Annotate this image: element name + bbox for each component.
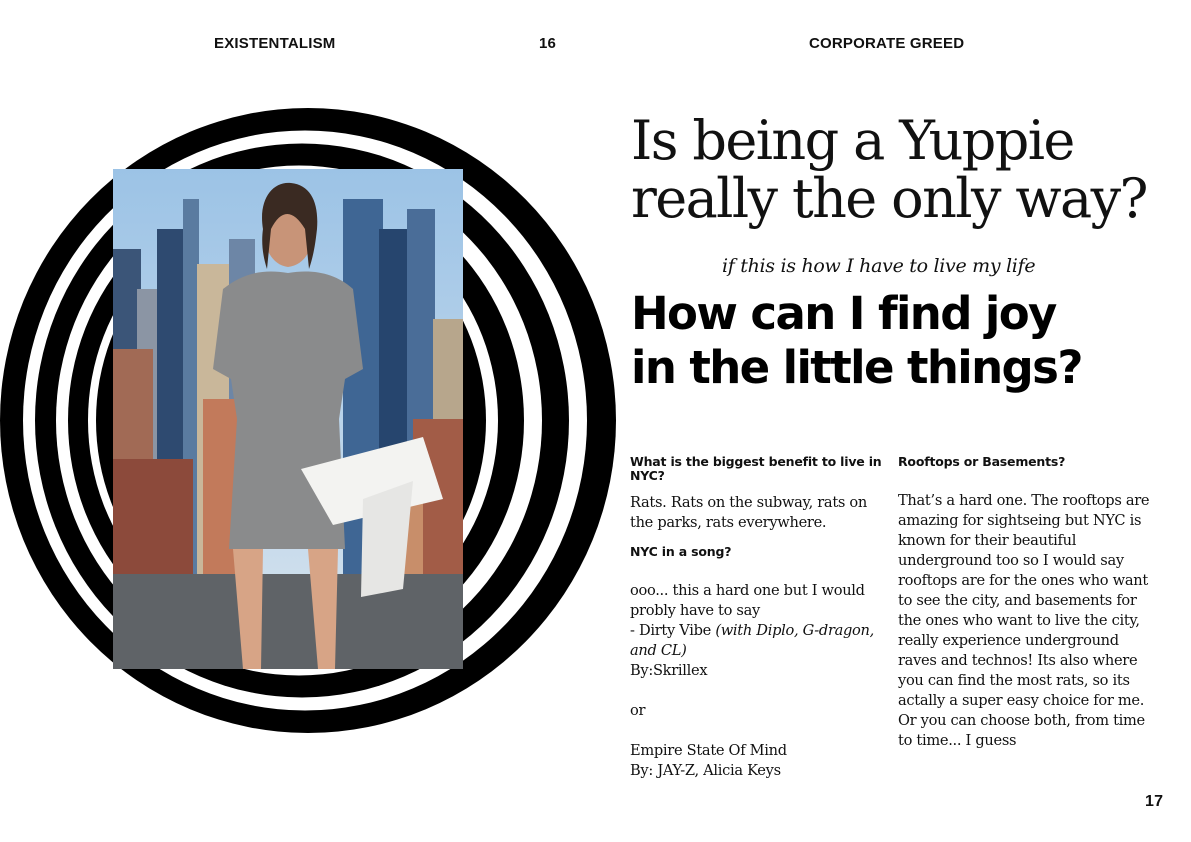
right-running-header: CORPORATE GREED xyxy=(809,35,965,52)
question-3: Rooftops or Basements? xyxy=(898,454,1066,469)
question-2: NYC in a song? xyxy=(630,544,732,559)
song-1-title: - Dirty Vibe xyxy=(630,622,711,639)
answer-3: That’s a hard one. The rooftops are amazing for sightseing but NYC is known for their beautiful underground too so I would say rooftops are for the ones who want to see the city, and basements for the ones who want to live the city, really experience underground raves and technos! Its also where you can find the most rats, so its actally a super easy choice for me. Or you can choose both, from time to time... I guess xyxy=(898,492,1150,749)
answer-2-song-1 xyxy=(630,621,892,661)
answer-1: Rats. Rats on the subway, rats on the parks, rats everywhere. xyxy=(630,494,867,531)
headline-line-2: really the only way? xyxy=(631,167,1147,230)
answer-2-intro: ooo... this a hard one but I would probly have to say xyxy=(630,582,865,619)
left-running-header: EXISTENTALISM xyxy=(214,35,336,52)
subheadline-line-2: in the little things? xyxy=(631,341,1082,394)
answer-2-song-2-artist: By: JAY-Z, Alicia Keys xyxy=(630,762,781,779)
question-1: What is the biggest benefit to live in NYC? xyxy=(630,454,882,483)
interview-column-right xyxy=(898,455,1160,751)
left-page-number: 16 xyxy=(539,35,557,52)
song-1-featuring: (with Diplo, G-dragon, and CL) xyxy=(630,622,874,659)
interview-column-left xyxy=(630,455,892,781)
subheadline-line-1: How can I find joy xyxy=(631,287,1056,340)
subheadline xyxy=(631,287,1171,395)
right-page-number: 17 xyxy=(1145,793,1164,810)
answer-2-song-1-artist: By:Skrillex xyxy=(630,662,708,679)
answer-2-or: or xyxy=(630,702,646,719)
headline-line-1: Is being a Yuppie xyxy=(631,109,1074,172)
answer-2-song-2: Empire State Of Mind xyxy=(630,742,787,759)
feature-photo xyxy=(113,169,463,669)
headline-kicker: if this is how I have to live my life xyxy=(722,255,1036,277)
main-headline xyxy=(631,109,1171,230)
